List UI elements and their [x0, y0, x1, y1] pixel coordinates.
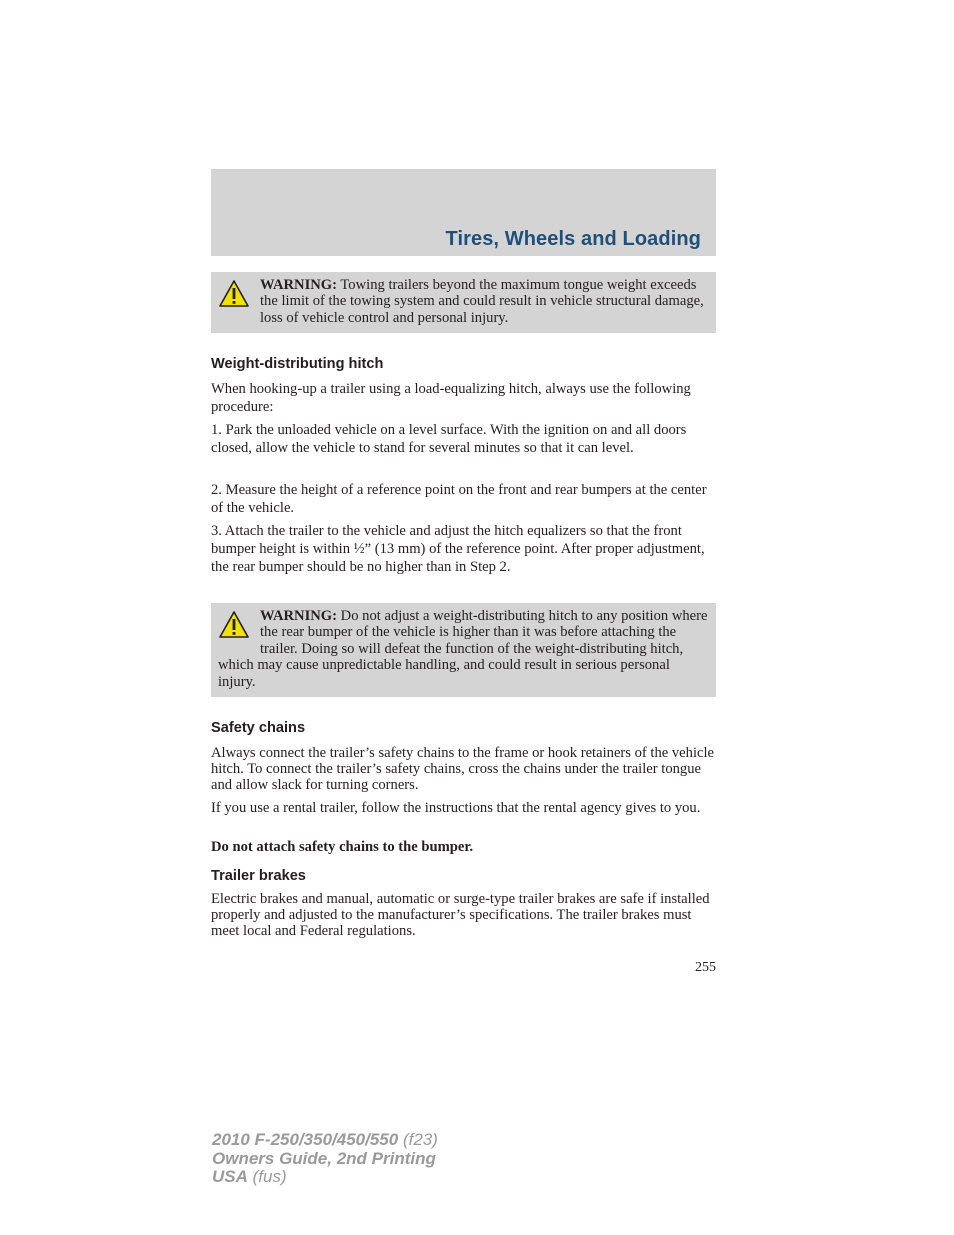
section-title: Tires, Wheels and Loading: [445, 228, 701, 250]
warning-text: Do not adjust a weight-distributing hitch to any position where the rear bumper of the vehicle is higher than it was before attaching the trailer. Doing so will defeat the function of the weight-distributing hitch, which may cause unpredictable handling, and could result in serious personal injury.: [218, 608, 708, 690]
warning-triangle-icon: [218, 279, 250, 311]
warning-box-hitch-adjust: [211, 603, 716, 697]
footer-line-model: [212, 1131, 438, 1150]
warning-label: WARNING:: [260, 608, 338, 624]
warning-label: WARNING:: [260, 277, 338, 293]
paragraph-safety-chains-connect: Always connect the trailer’s safety chains to the frame or hook retainers of the vehicle hitch. To connect the trailer’s safety chains, cross the chains under the trailer tongue and allow slack for turning corners.: [211, 745, 715, 793]
warning-text: Towing trailers beyond the maximum tongue weight exceeds the limit of the towing system and could result in vehicle structural damage, loss of vehicle control and personal injury.: [260, 277, 704, 326]
footer-market: USA: [212, 1167, 248, 1186]
paragraph-step-1: 1. Park the unloaded vehicle on a level surface. With the ignition on and all doors closed, allow the vehicle to stand for several minutes so that it can level.: [211, 422, 687, 456]
footer-model: 2010 F-250/350/450/550: [212, 1130, 399, 1149]
warning-box-tongue-weight: [211, 272, 716, 333]
heading-safety-chains: Safety chains: [211, 720, 306, 736]
footer-market-code: (fus): [247, 1167, 287, 1186]
footer-line-market: [212, 1168, 438, 1187]
page-number: 255: [695, 960, 716, 975]
paragraph-rental-trailer: If you use a rental trailer, follow the instructions that the rental agency gives to you.: [211, 800, 701, 816]
warning-triangle-icon: [218, 610, 250, 642]
paragraph-bumper-note: Do not attach safety chains to the bumper.: [211, 839, 474, 855]
paragraph-step-2: 2. Measure the height of a reference point on the front and rear bumpers at the center of the vehicle.: [211, 482, 707, 516]
paragraph-intro: When hooking-up a trailer using a load-equalizing hitch, always use the following procedure:: [211, 381, 691, 415]
heading-weight-distributing-hitch: Weight-distributing hitch: [211, 356, 384, 372]
document-footer: [212, 1131, 438, 1187]
footer-line-printing: Owners Guide, 2nd Printing: [212, 1148, 436, 1168]
section-header-band: [211, 169, 716, 256]
heading-trailer-brakes: Trailer brakes: [211, 868, 306, 884]
paragraph-trailer-brakes: Electric brakes and manual, automatic or surge-type trailer brakes are safe if installed properly and adjusted to the manufacturer’s specifications. The trailer brakes must meet local and Federal regulations.: [211, 891, 710, 939]
paragraph-step-3: 3. Attach the trailer to the vehicle and adjust the hitch equalizers so that the front bumper height is within ½” (13 mm) of the reference point. After proper adjustment, the rear bumper should be no higher than in Step 2.: [211, 523, 705, 575]
footer-model-code: (f23): [398, 1130, 438, 1149]
